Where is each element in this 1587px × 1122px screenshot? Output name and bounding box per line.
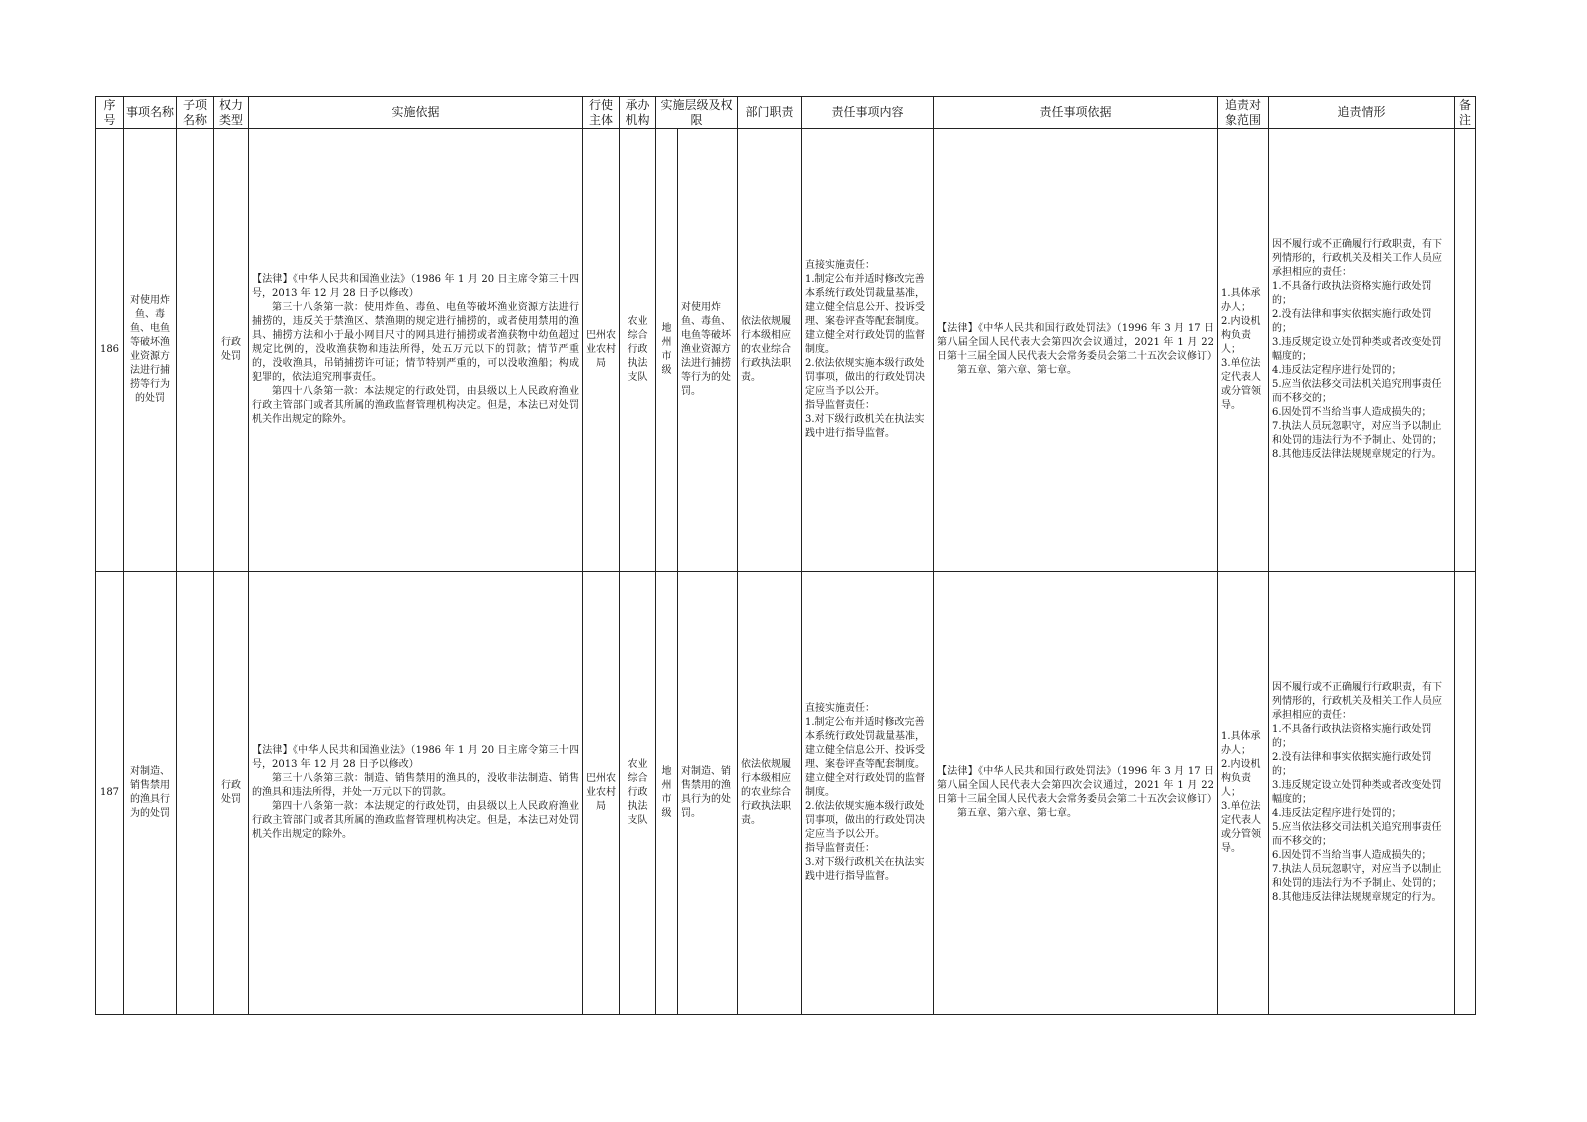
table-row (96, 129, 1476, 572)
header-item-name: 事项名称 (124, 97, 177, 129)
row-resp-basis (934, 572, 1218, 1015)
header-duty: 部门职责 (738, 97, 802, 129)
header-level: 实施层级及权限 (656, 97, 738, 129)
row-item-name: 对使用炸鱼、毒鱼、电鱼等破坏渔业资源方法进行捕捞等行为的处罚 (124, 129, 177, 572)
header-scope: 追责对象范围 (1218, 97, 1269, 129)
basis-article: 第四十八条第一款：本法规定的行政处罚，由县级以上人民政府渔业行政主管部门或者其所属的渔政监督管理机构决定。但是，本法已对处罚机关作出规定的除外。 (252, 801, 579, 840)
row-level: 地州市级 (656, 129, 678, 572)
row-level: 地州市级 (656, 572, 678, 1015)
resp-basis-law-title: 【法律】《中华人民共和国行政处罚法》（1996 年 3 月 17 日第八届全国人民代表大会第四次会议通过，2021 年 1 月 22 日第十三届全国人民代表大会常务委员会第二十五次会议修订） (937, 323, 1218, 362)
header-seq: 序号 (96, 97, 124, 129)
header-power-type: 权力类型 (214, 97, 249, 129)
header-subject: 行使主体 (583, 97, 620, 129)
row-seq: 186 (96, 129, 124, 572)
resp-basis-law-title: 【法律】《中华人民共和国行政处罚法》（1996 年 3 月 17 日第八届全国人民代表大会第四次会议通过，2021 年 1 月 22 日第十三届全国人民代表大会常务委员会第二十五次会议修订） (937, 766, 1218, 805)
header-basis: 实施依据 (249, 97, 583, 129)
header-sub-item: 子项名称 (177, 97, 214, 129)
basis-law-title: 【法律】《中华人民共和国渔业法》（1986 年 1 月 20 日主席令第三十四号，2013 年 12 月 28 日予以修改） (252, 274, 579, 299)
row-sub-item (177, 572, 214, 1015)
row-authority: 对使用炸鱼、毒鱼、电鱼等破坏渔业资源方法进行捕捞等行为的处罚。 (678, 129, 738, 572)
row-power-type: 行政处罚 (214, 129, 249, 572)
row-scope: 1.具体承办人； 2.内设机构负责人； 3.单位法定代表人或分管领导。 (1218, 129, 1269, 572)
row-basis (249, 129, 583, 572)
row-sub-item (177, 129, 214, 572)
header-agency: 承办机构 (620, 97, 656, 129)
basis-article: 第四十八条第一款：本法规定的行政处罚，由县级以上人民政府渔业行政主管部门或者其所属的渔政监督管理机构决定。但是，本法已对处罚机关作出规定的除外。 (252, 386, 579, 425)
row-subject: 巴州农业农村局 (583, 129, 620, 572)
row-power-type: 行政处罚 (214, 572, 249, 1015)
basis-article: 第三十八条第一款：使用炸鱼、毒鱼、电鱼等破坏渔业资源方法进行捕捞的，违反关于禁渔区、禁渔期的规定进行捕捞的，或者使用禁用的渔具、捕捞方法和小于最小网目尺寸的网具进行捕捞或者渔获物中幼鱼超过规定比例的，没收渔获物和违法所得，处五万元以下的罚款；情节严重的，没收渔具，吊销捕捞许可证；情节特别严重的，可以没收渔船；构成犯罪的，依法追究刑事责任。 (252, 302, 579, 383)
row-agency: 农业综合行政执法支队 (620, 129, 656, 572)
header-resp-content: 责任事项内容 (802, 97, 934, 129)
row-resp-content: 直接实施责任： 1.制定公布并适时修改完善本系统行政处罚裁量基准，建立健全信息公开、投诉受理、案卷评查等配套制度。建立健全对行政处罚的监督制度。 2.依法依规实施本级行政处罚事项，做出的行政处罚决定应当予以公开。 指导监督责任： 3.对下级行政机关在执法实践中进行指导监督。 (802, 129, 934, 572)
row-remark (1455, 129, 1476, 572)
row-duty: 依法依规履行本级相应的农业综合行政执法职责。 (738, 572, 802, 1015)
row-basis (249, 572, 583, 1015)
row-circumstances: 因不履行或不正确履行行政职责，有下列情形的，行政机关及相关工作人员应承担相应的责任： 1.不具备行政执法资格实施行政处罚的； 2.没有法律和事实依据实施行政处罚的； 3.违反规定设立处罚种类或者改变处罚幅度的； 4.违反法定程序进行处罚的； 5.应当依法移交司法机关追究刑事责任而不移交的； 6.因处罚不当给当事人造成损失的； 7.执法人员玩忽职守，对应当予以制止和处罚的违法行为不予制止、处罚的； 8.其他违反法律法规规章规定的行为。 (1269, 572, 1455, 1015)
header-remark: 备注 (1455, 97, 1476, 129)
row-seq: 187 (96, 572, 124, 1015)
basis-article: 第三十八条第三款：制造、销售禁用的渔具的，没收非法制造、销售的渔具和违法所得，并处一万元以下的罚款。 (252, 773, 579, 798)
responsibility-table (95, 96, 1476, 1015)
header-row (96, 97, 1476, 129)
row-circumstances: 因不履行或不正确履行行政职责，有下列情形的，行政机关及相关工作人员应承担相应的责任： 1.不具备行政执法资格实施行政处罚的； 2.没有法律和事实依据实施行政处罚的； 3.违反规定设立处罚种类或者改变处罚幅度的； 4.违反法定程序进行处罚的； 5.应当依法移交司法机关追究刑事责任而不移交的； 6.因处罚不当给当事人造成损失的； 7.执法人员玩忽职守，对应当予以制止和处罚的违法行为不予制止、处罚的； 8.其他违反法律法规规章规定的行为。 (1269, 129, 1455, 572)
resp-basis-chapters: 第五章、第六章、第七章。 (957, 365, 1078, 376)
resp-basis-chapters: 第五章、第六章、第七章。 (957, 808, 1078, 819)
row-item-name: 对制造、销售禁用的渔具行为的处罚 (124, 572, 177, 1015)
row-resp-basis (934, 129, 1218, 572)
row-authority: 对制造、销售禁用的渔具行为的处罚。 (678, 572, 738, 1015)
row-subject: 巴州农业农村局 (583, 572, 620, 1015)
table-row (96, 572, 1476, 1015)
header-circumstances: 追责情形 (1269, 97, 1455, 129)
row-agency: 农业综合行政执法支队 (620, 572, 656, 1015)
row-remark (1455, 572, 1476, 1015)
basis-law-title: 【法律】《中华人民共和国渔业法》（1986 年 1 月 20 日主席令第三十四号，2013 年 12 月 28 日予以修改） (252, 745, 579, 770)
row-duty: 依法依规履行本级相应的农业综合行政执法职责。 (738, 129, 802, 572)
row-resp-content: 直接实施责任： 1.制定公布并适时修改完善本系统行政处罚裁量基准，建立健全信息公开、投诉受理、案卷评查等配套制度。建立健全对行政处罚的监督制度。 2.依法依规实施本级行政处罚事项，做出的行政处罚决定应当予以公开。 指导监督责任： 3.对下级行政机关在执法实践中进行指导监督。 (802, 572, 934, 1015)
row-scope: 1.具体承办人； 2.内设机构负责人； 3.单位法定代表人或分管领导。 (1218, 572, 1269, 1015)
header-resp-basis: 责任事项依据 (934, 97, 1218, 129)
